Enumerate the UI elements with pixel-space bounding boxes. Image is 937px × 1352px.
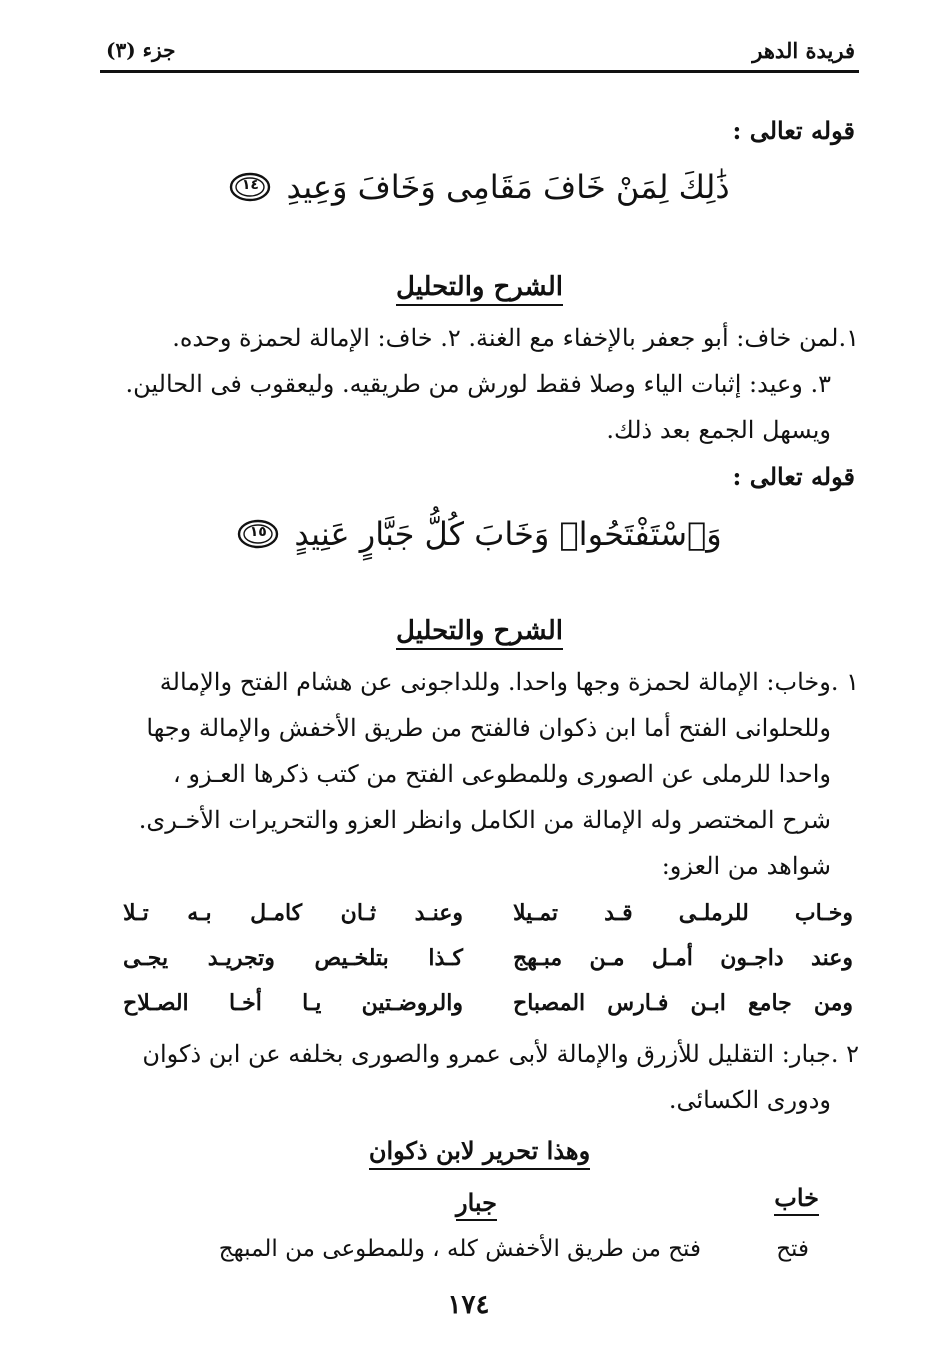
commentary-line: شواهد من العزو: bbox=[661, 852, 831, 880]
tahrir-title bbox=[100, 1136, 859, 1165]
commentary-line: ويسهل الجمع بعد ذلك. bbox=[606, 416, 831, 444]
ayah-number: ١٤ bbox=[241, 177, 259, 193]
first-hemistich: وعند داجـون أمـل مـن مبـهج bbox=[513, 945, 853, 971]
ayah-number: ١٥ bbox=[249, 524, 267, 540]
second-hemistich: كـذا بتلخـيص وتجريـد يجـى bbox=[123, 945, 463, 971]
poem-verses bbox=[123, 900, 853, 1035]
verse-text: ذَٰلِكَ لِمَنْ خَافَ مَقَامِى وَخَافَ وَعِيدِ bbox=[286, 168, 730, 206]
ayah-number-icon bbox=[237, 518, 279, 550]
commentary-line: ٢ .جبار: التقليل للأزرق والإمالة لأبى عمرو والصورى بخلفه عن ابن ذكوان bbox=[142, 1040, 859, 1068]
qawluh-label: قوله تعالى : bbox=[732, 462, 855, 491]
poem-verse bbox=[123, 990, 853, 1035]
column-header-jabbar: جبار bbox=[456, 1188, 497, 1221]
poem-verse bbox=[123, 945, 853, 990]
commentary-line: ١.لمن خاف: أبو جعفر بالإخفاء مع الغنة. ٢. خاف: الإمالة لحمزة وحده. bbox=[172, 324, 859, 352]
quran-verse-14 bbox=[100, 168, 859, 206]
second-hemistich: وعنـد ثـان كامـل بـه تـلا bbox=[123, 900, 463, 926]
first-hemistich: ومن جامع ابـن فـارس المصباح bbox=[513, 990, 853, 1016]
volume-label: جزء (٣) bbox=[106, 38, 176, 62]
column-header-khab: خاب bbox=[774, 1183, 819, 1216]
commentary-line: ١ .وخاب: الإمالة لحمزة وجها واحدا. وللداجونى عن هشام الفتح والإمالة bbox=[159, 668, 859, 696]
commentary-line: ٣. وعيد: إثبات الياء وصلا فقط لورش من طريقيه. وليعقوب فى الحالين. bbox=[125, 370, 831, 398]
section-heading-text: الشرح والتحليل bbox=[396, 272, 563, 306]
commentary-line: شرح المختصر وله الإمالة من الكامل وانظر العزو والتحريرات الأخـرى. bbox=[138, 806, 831, 834]
poem-verse bbox=[123, 900, 853, 945]
ayah-number-icon bbox=[229, 171, 271, 203]
running-header bbox=[100, 36, 859, 73]
commentary-line: ودورى الكسائى. bbox=[668, 1086, 831, 1114]
section-heading bbox=[100, 272, 859, 302]
book-title: فريدة الدهر bbox=[752, 38, 855, 63]
commentary-line: وللحلوانى الفتح أما ابن ذكوان فالفتح من طريق الأخفش والإمالة وجها bbox=[146, 714, 831, 742]
page-number: ١٧٤ bbox=[447, 1290, 490, 1320]
quran-verse-15 bbox=[100, 515, 859, 553]
commentary-line: واحدا للرملى عن الصورى وللمطوعى الفتح من كتب ذكرها العـزو ، bbox=[173, 760, 831, 788]
qawluh-label: قوله تعالى : bbox=[732, 116, 855, 145]
table-cell-jabbar: فتح من طريق الأخفش كله ، وللمطوعى من المبهج bbox=[218, 1236, 701, 1262]
first-hemistich: وخـاب للرملـى قـد تمـيلا bbox=[513, 900, 853, 926]
second-hemistich: والروضـتين يـا أخـا الصـلاح bbox=[123, 990, 463, 1016]
section-heading-text: الشرح والتحليل bbox=[396, 616, 563, 650]
tahrir-title-text: وهذا تحرير لابن ذكوان bbox=[369, 1136, 590, 1170]
section-heading bbox=[100, 616, 859, 646]
verse-text: وَٱسْتَفْتَحُوا۟ وَخَابَ كُلُّ جَبَّارٍ عَنِيدٍ bbox=[294, 515, 722, 553]
table-cell-khab: فتح bbox=[776, 1236, 809, 1262]
